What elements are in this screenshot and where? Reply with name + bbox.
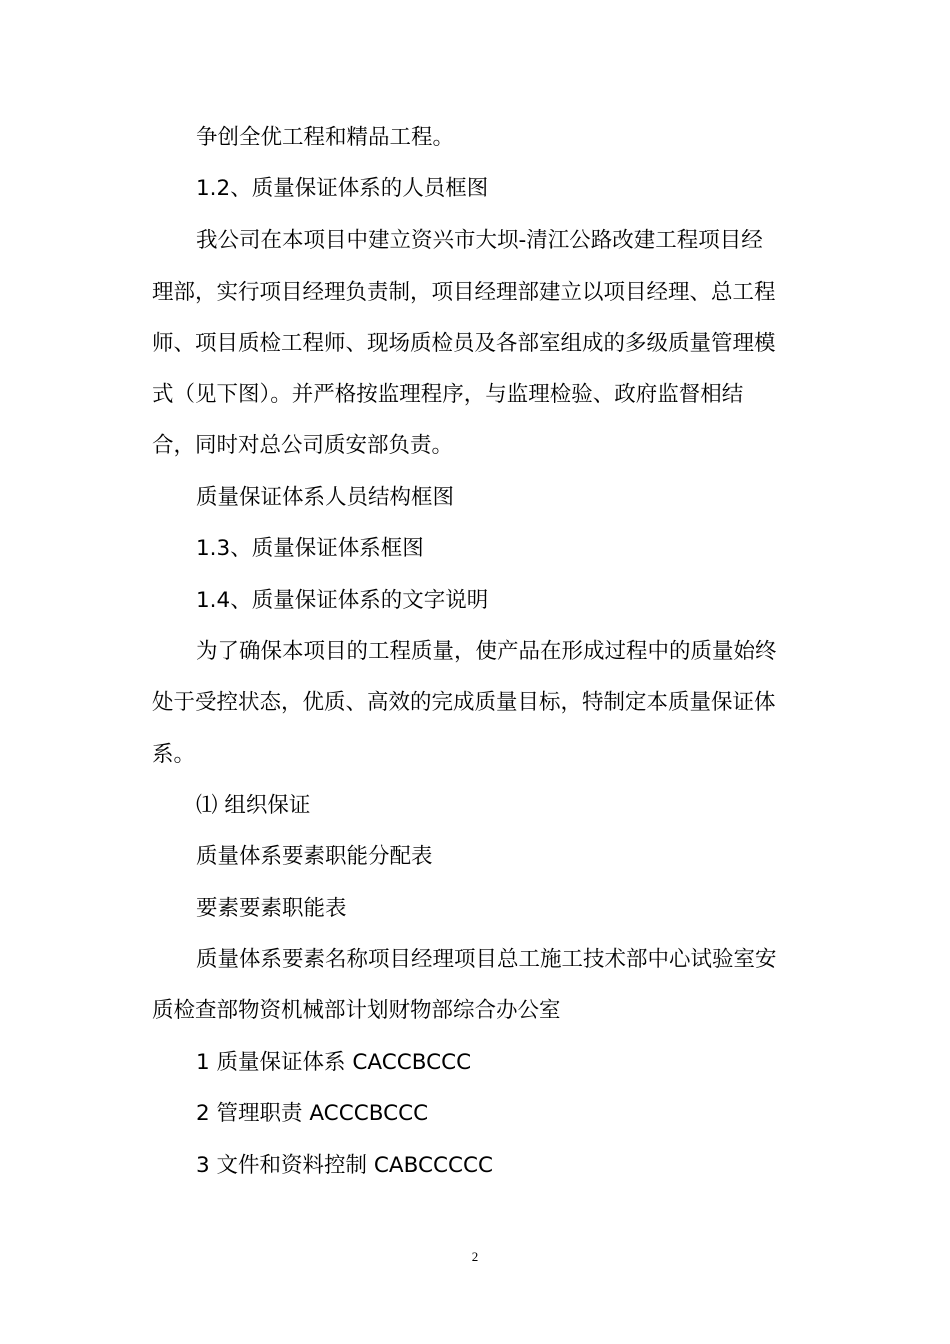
paragraph-line: 师、项目质检工程师、现场质检员及各部室组成的多级质量管理模 xyxy=(152,331,776,356)
paragraph-line: 处于受控状态，优质、高效的完成质量目标，特制定本质量保证体 xyxy=(152,690,776,715)
paragraph-line: 合，同时对总公司质安部负责。 xyxy=(152,433,454,458)
table-header-line: 质量体系要素名称项目经理项目总工施工技术部中心试验室安 xyxy=(196,947,777,972)
subsection-heading: ⑴ 组织保证 xyxy=(196,793,311,818)
section-heading: 1.4、质量保证体系的文字说明 xyxy=(196,588,489,613)
table-row: 3 文件和资料控制 CABCCCCC xyxy=(196,1153,494,1178)
paragraph-line: 系。 xyxy=(152,742,196,767)
table-header-line: 质检查部物资机械部计划财物部综合办公室 xyxy=(152,998,561,1023)
figure-caption: 质量保证体系人员结构框图 xyxy=(196,485,455,510)
paragraph-line: 理部，实行项目经理负责制，项目经理部建立以项目经理、总工程 xyxy=(152,280,776,305)
table-title: 质量体系要素职能分配表 xyxy=(196,844,433,869)
table-subtitle: 要素要素职能表 xyxy=(196,896,347,921)
section-heading: 1.2、质量保证体系的人员框图 xyxy=(196,176,489,201)
table-row: 1 质量保证体系 CACCBCCC xyxy=(196,1050,472,1075)
paragraph-line: 为了确保本项目的工程质量，使产品在形成过程中的质量始终 xyxy=(196,639,777,664)
page-number: 2 xyxy=(471,1249,479,1264)
paragraph-line: 争创全优工程和精品工程。 xyxy=(196,125,455,150)
paragraph-line: 我公司在本项目中建立资兴市大坝-清江公路改建工程项目经 xyxy=(196,228,763,253)
paragraph-line: 式（见下图）。并严格按监理程序，与监理检验、政府监督相结 xyxy=(152,382,744,407)
section-heading: 1.3、质量保证体系框图 xyxy=(196,536,424,561)
table-row: 2 管理职责 ACCCBCCC xyxy=(196,1101,429,1126)
